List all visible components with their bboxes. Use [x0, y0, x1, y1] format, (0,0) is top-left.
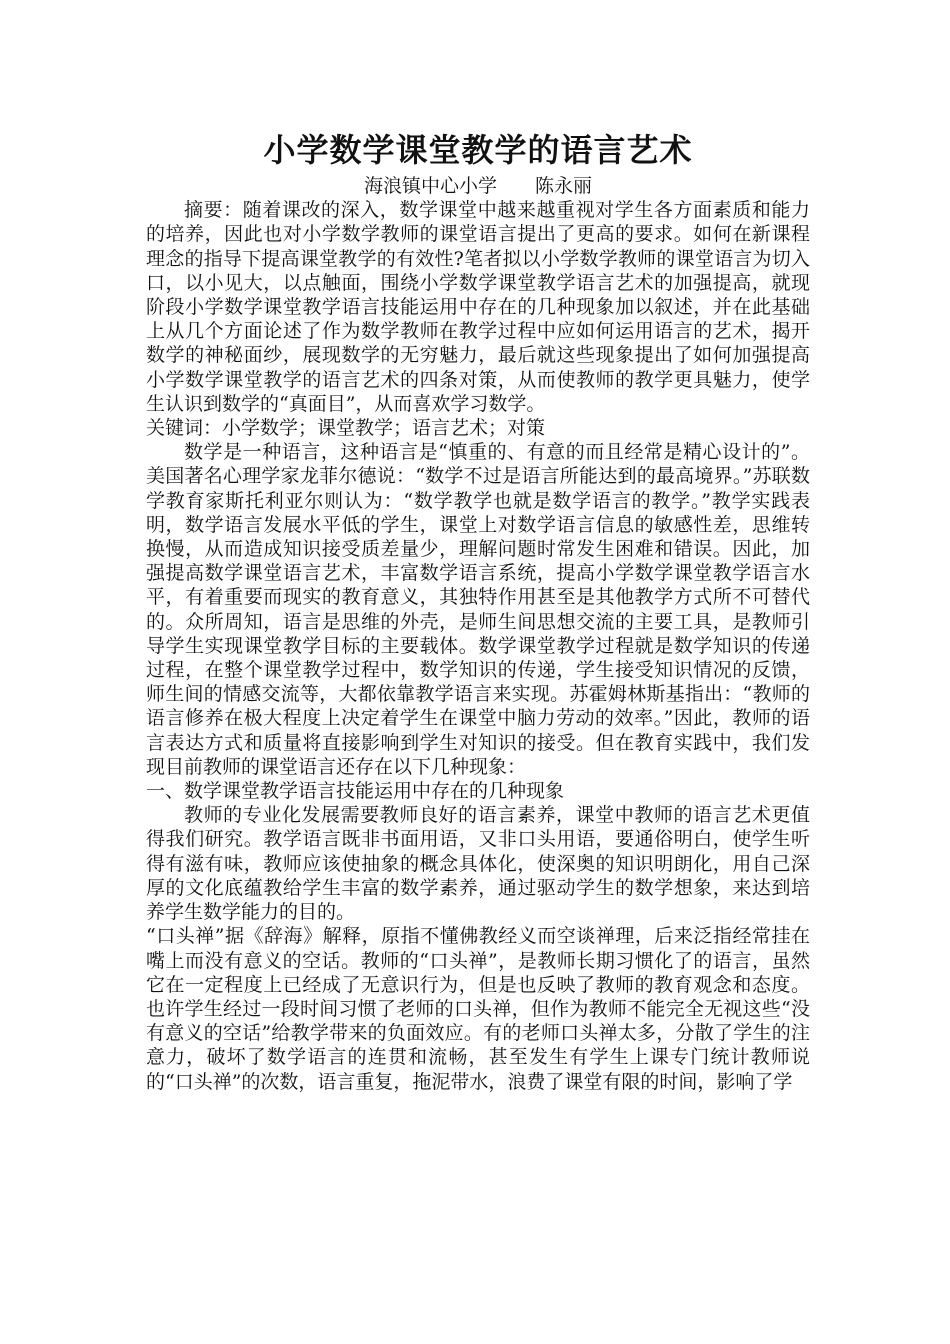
document-page — [146, 128, 810, 1094]
abstract-paragraph: 摘要：随着课改的深入，数学课堂中越来越重视对学生各方面素质和能力的培养，因此也对小学数学教师的课堂语言提出了更高的要求。如何在新课程理念的指导下提高课堂教学的有效性?笔者拟以小学数学教师的课堂语言为切入口，以小见大，以点触面，围绕小学数学课堂教学语言艺术的加强提高，就现阶段小学数学课堂教学语言技能运用中存在的几种现象加以叙述，并在此基础上从几个方面论述了作为数学教师在教学过程中应如何运用语言的艺术，揭开数学的神秘面纱，展现数学的无穷魅力，最后就这些现象提出了如何加强提高小学数学课堂教学的语言艺术的四条对策，从而使教师的教学更具魅力，使学生认识到数学的“真面目”，从而喜欢学习数学。 — [146, 199, 810, 415]
document-title: 小学数学课堂教学的语言艺术 — [263, 131, 693, 169]
body-paragraph-2: 教师的专业化发展需要教师良好的语言素养，课堂中教师的语言艺术更值得我们研究。教学语言既非书面用语，又非口头用语，要通俗明白，使学生听得有滋有味，教师应该使抽象的概念具体化，使深奥的知识明朗化，用自己深厚的文化底蕴教给学生丰富的数学素养，通过驱动学生的数学想象，来达到培养学生数学能力的目的。 — [146, 804, 810, 924]
body-paragraph-3: “口头禅”据《辞海》解释，原指不懂佛教经义而空谈禅理，后来泛指经常挂在嘴上而没有意义的空话。教师的“口头禅”，是教师长期习惯化了的语言，虽然它在一定程度上已经成了无意识行为，但是也反映了教师的教育观念和态度。也许学生经过一段时间习惯了老师的口头禅，但作为教师不能完全无视这些“没有意义的空话”给教学带来的负面效应。有的老师口头禅太多，分散了学生的注意力，破坏了数学语言的连贯和流畅，甚至发生有学生上课专门统计教师说的“口头禅”的次数，语言重复，拖泥带水，浪费了课堂有限的时间，影响了学 — [146, 925, 810, 1093]
keywords-line: 关键词：小学数学；课堂教学；语言艺术；对策 — [146, 417, 546, 440]
body-paragraph-1: 数学是一种语言，这种语言是“慎重的、有意的而且经常是精心设计的”。美国著名心理学家龙菲尔德说：“数学不过是语言所能达到的最高境界。”苏联数学教育家斯托利亚尔则认为：“数学教学也就是数学语言的教学。”教学实践表明，数学语言发展水平低的学生，课堂上对数学语言信息的敏感性差，思维转换慢，从而造成知识接受质差量少，理解问题时常发生困难和错误。因此，加强提高数学课堂语言艺术，丰富数学语言系统，提高小学数学课堂教学语言水平，有着重要而现实的教育意义，其独特作用甚至是其他教学方式所不可替代的。众所周知，语言是思维的外壳，是师生间思想交流的主要工具，是教师引导学生实现课堂教学目标的主要载体。数学课堂教学过程就是数学知识的传递过程，在整个课堂教学过程中，数学知识的传递，学生接受知识情况的反馈，师生间的情感交流等，大都依靠教学语言来实现。苏霍姆林斯基指出：“教师的语言修养在极大程度上决定着学生在课堂中脑力劳动的效率。”因此，教师的语言表达方式和质量将直接影响到学生对知识的接受。但在教育实践中，我们发现目前教师的课堂语言还存在以下几种现象： — [146, 441, 810, 778]
section-heading-1: 一、数学课堂教学语言技能运用中存在的几种现象 — [146, 780, 565, 803]
author-byline: 海浪镇中心小学 陈永丽 — [363, 175, 592, 197]
